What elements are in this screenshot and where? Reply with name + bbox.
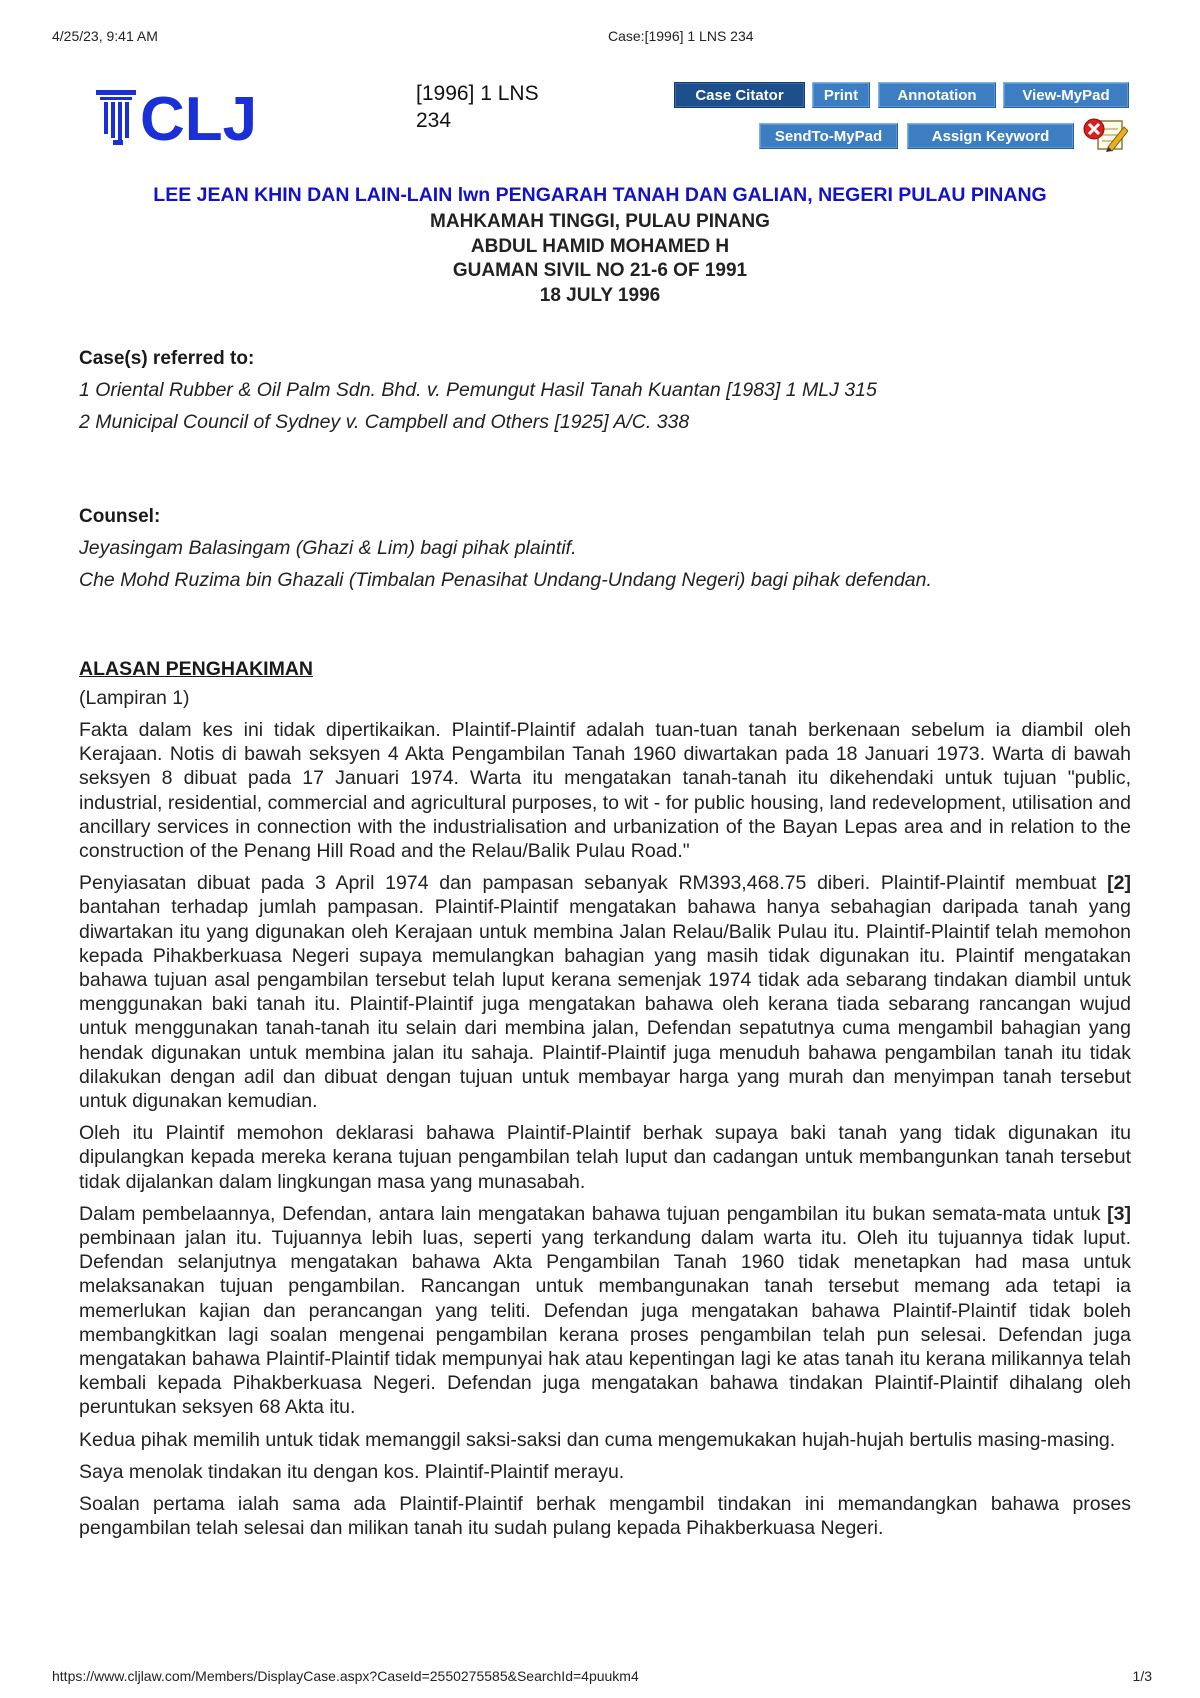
counsel-list — [79, 532, 1131, 596]
page-marker-2: [2] — [1107, 872, 1132, 895]
paragraph-2 — [79, 871, 1131, 1113]
paragraph-4 — [79, 1202, 1131, 1420]
print-footer — [0, 1668, 1200, 1686]
court-name: MAHKAMAH TINGGI, PULAU PINANG — [430, 211, 770, 232]
judgment-date: 18 JULY 1996 — [539, 285, 661, 306]
case-number: GUAMAN SIVIL NO 21-6 OF 1991 — [452, 260, 748, 281]
clj-logo — [96, 88, 284, 148]
print-page-number: 1/3 — [1132, 1668, 1152, 1684]
cases-referred-list — [79, 374, 1131, 438]
paragraph-6: Saya menolak tindakan itu dengan kos. Plaintif-Plaintif merayu. — [79, 1460, 625, 1483]
judge-name: ABDUL HAMID MOHAMED H — [470, 236, 730, 257]
print-button[interactable]: Print — [812, 82, 870, 108]
paragraph-5: Kedua pihak memilih untuk tidak memanggil saksi-saksi dan cuma mengemukakan hujah-hujah bertulis masing-masing. — [79, 1428, 1116, 1451]
print-doc-title: Case:[1996] 1 LNS 234 — [608, 28, 754, 44]
lampiran-label: (Lampiran 1) — [79, 687, 190, 709]
case-citation — [416, 80, 539, 134]
print-url: https://www.cljlaw.com/Members/DisplayCase.aspx?CaseId=2550275585&SearchId=4puukm4 — [52, 1668, 639, 1684]
sendto-mypad-button[interactable]: SendTo-MyPad — [759, 123, 898, 149]
view-mypad-button[interactable]: View-MyPad — [1003, 82, 1129, 108]
paragraph-7: Soalan pertama ialah sama ada Plaintif-Plaintif berhak mengambil tindakan ini memandangkan bahawa proses pengambilan telah selesai dan milikan tanah itu sudah pulang kepada Pihakberkuasa Negeri. — [79, 1493, 1131, 1540]
paragraph-1: Fakta dalam kes ini tidak dipertikaikan. Plaintif-Plaintif adalah tuan-tuan tanah berkenaan sebelum ia diambil oleh Kerajaan. Notis di bawah seksyen 4 Akta Pengambilan Tanah 1960 diwartakan pada 18 Januari 1973. Warta di bawah seksyen 8 dibuat pada 17 Januari 1974. Warta itu mengatakan tanah-tanah itu dikehendaki untuk tujuan "public, industrial, residential, commercial and agricultural purposes, to wit - for public housing, land redevelopment, utilisation and ancillary services in connection with the industrialisation and urbanization of the Bayan Lepas area and in relation to the construction of the Penang Hill Road and the Relau/Balik Pulau Road." — [79, 719, 1131, 863]
paragraph-4-part-a: Dalam pembelaannya, Defendan, antara lain mengatakan bahawa tujuan pengambilan itu bukan semata-mata untuk — [79, 1202, 1101, 1225]
counsel-label: Counsel: — [79, 506, 161, 527]
cases-referred-label: Case(s) referred to: — [79, 348, 255, 369]
paragraph-2-part-b: bantahan terhadap jumlah pampasan. Plaintif-Plaintif mengatakan bahawa hanya sebahagian daripada tanah yang diwartakan itu yang digunakan oleh Kerajaan untuk membina Jalan Relau/Balik Pulau itu. Plaintif-Plaintif telah memohon kepada Pihakberkuasa Negeri supaya memulangkan bahagian yang masih tidak digunakan itu. Plaintif mengatakan bahawa tujuan asal pengambilan tersebut telah luput kerana semenjak 1974 tidak ada sebarang tindakan diambil untuk menggunakan baki tanah itu. Plaintif-Plaintif juga mengatakan bahawa oleh kerana tiada sebarang rancangan wujud untuk menggunakan tanah-tanah itu selain dari membina jalan, Defendan sepatutnya cuma mengambil bahagian yang hendak digunakan untuk membina jalan itu sahaja. Plaintif-Plaintif juga menuduh bahawa pengambilan tanah itu tidak dilakukan dengan adil dan dibuat dengan tujuan untuk membayar harga yang murah dan menyimpan tanah tersebut untuk digunakan kemudian. — [79, 896, 1131, 1113]
edit-delete-icon[interactable] — [1082, 117, 1128, 153]
counsel-defendant: Che Mohd Ruzima bin Ghazali (Timbalan Penasihat Undang-Undang Negeri) bagi pihak defendan. — [79, 569, 932, 591]
case-parties-link[interactable]: LEE JEAN KHIN DAN LAIN-LAIN lwn PENGARAH TANAH DAN GALIAN, NEGERI PULAU PINANG — [153, 184, 1047, 206]
citation-line-1: [1996] 1 LNS — [416, 82, 539, 105]
print-header — [0, 28, 1200, 46]
case-reference-1[interactable]: 1 Oriental Rubber & Oil Palm Sdn. Bhd. v. Pemungut Hasil Tanah Kuantan [1983] 1 MLJ 315 — [79, 379, 877, 401]
paragraph-2-part-a: Penyiasatan dibuat pada 3 April 1974 dan pampasan sebanyak RM393,468.75 diberi. Plaintif-Plaintif membuat — [79, 872, 1097, 895]
print-datetime: 4/25/23, 9:41 AM — [52, 28, 158, 44]
assign-keyword-button[interactable]: Assign Keyword — [907, 123, 1074, 149]
case-reference-2[interactable]: 2 Municipal Council of Sydney v. Campbell and Others [1925] A/C. 338 — [79, 411, 690, 433]
counsel-plaintiff: Jeyasingam Balasingam (Ghazi & Lim) bagi pihak plaintif. — [79, 537, 577, 559]
judgment-content — [79, 348, 1131, 1541]
citation-line-2: 234 — [416, 109, 452, 132]
logo-text: CLJ — [140, 88, 258, 148]
page-marker-3: [3] — [1107, 1202, 1132, 1225]
annotation-button[interactable]: Annotation — [878, 82, 996, 108]
paragraph-4-part-b: pembinaan jalan itu. Tujuannya lebih luas, seperti yang terkandung dalam warta itu. Oleh itu tujuannya tidak luput. Defendan selanjutnya mengatakan bahawa Akta Pengambilan Tanah 1960 tidak menetapkan had masa untuk melaksanakan tujuan pengambilan. Rancangan untuk membangunakan tanah tersebut memang ada tetapi ia memerlukan kajian dan perancangan yang teliti. Defendan juga mengatakan bahawa Plaintif-Plaintif tidak boleh membangkitkan lagi soalan mengenai pengambilan kerana proses pengambilan telah pun selesai. Defendan juga mengatakan bahawa Plaintif-Plaintif tidak mempunyai hak atau kepentingan lagi ke atas tanah itu kerana milikannya telah kembali kepada Pihakberkuasa Negeri. Defendan juga mengatakan bahawa tindakan Plaintif-Plaintif dihalang oleh peruntukan seksyen 68 Akta itu. — [79, 1227, 1131, 1419]
paragraph-3: Oleh itu Plaintif memohon deklarasi bahawa Plaintif-Plaintif berhak supaya baki tanah yang tidak digunakan itu dipulangkan kepada mereka kerana tujuan pengambilan telah luput dan cadangan untuk membangunkan tanah tersebut tidak dijalankan dalam lingkungan masa yang munasabah. — [79, 1122, 1131, 1193]
case-citator-button[interactable]: Case Citator — [674, 82, 805, 108]
judgment-heading: ALASAN PENGHAKIMAN — [79, 658, 313, 680]
